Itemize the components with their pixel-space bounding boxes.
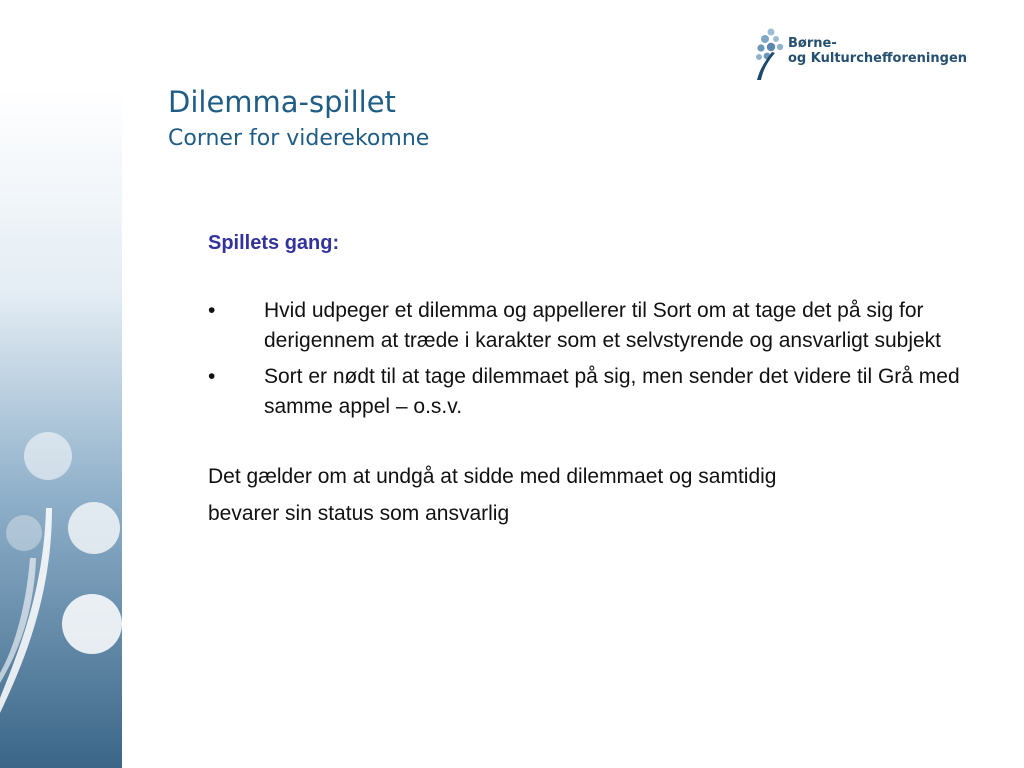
bullet-dot-icon: • [208, 299, 216, 322]
closing-paragraph [208, 458, 978, 532]
logo-text-line2: og Kulturchefforeningen [788, 51, 968, 66]
section-heading: Spillets gang: [208, 232, 340, 254]
logo-mark-icon [752, 26, 786, 82]
logo-text-line1: Børne- [788, 36, 837, 51]
logo-wordmark [788, 36, 967, 66]
bullet-item [208, 362, 978, 422]
bullet-list [208, 296, 978, 422]
decorative-side-band [0, 88, 122, 768]
decor-circle-2 [68, 502, 120, 554]
decor-circle-1 [24, 432, 72, 480]
slide-subtitle: Corner for viderekomne [168, 126, 430, 151]
organization-logo [752, 26, 972, 82]
decor-circle-3 [62, 594, 122, 654]
slide-content [208, 228, 978, 532]
side-band-graphic [0, 88, 122, 768]
bullet-text: Hvid udpeger et dilemma og appellerer til Sort om at tage det på sig for derigennem at træde i karakter som et selvstyrende og ansvarligt subjekt [264, 299, 941, 352]
bullet-item [208, 296, 978, 356]
closing-line: Det gælder om at undgå at sidde med dilemmaet og samtidig [208, 465, 777, 488]
slide-title: Dilemma-spillet [168, 85, 396, 119]
closing-line: bevarer sin status som ansvarlig [208, 502, 510, 525]
bullet-text: Sort er nødt til at tage dilemmaet på sig, men sender det videre til Grå med samme appel – o.s.v. [264, 365, 960, 418]
bullet-dot-icon: • [208, 365, 216, 388]
decor-circle-4 [6, 515, 42, 551]
